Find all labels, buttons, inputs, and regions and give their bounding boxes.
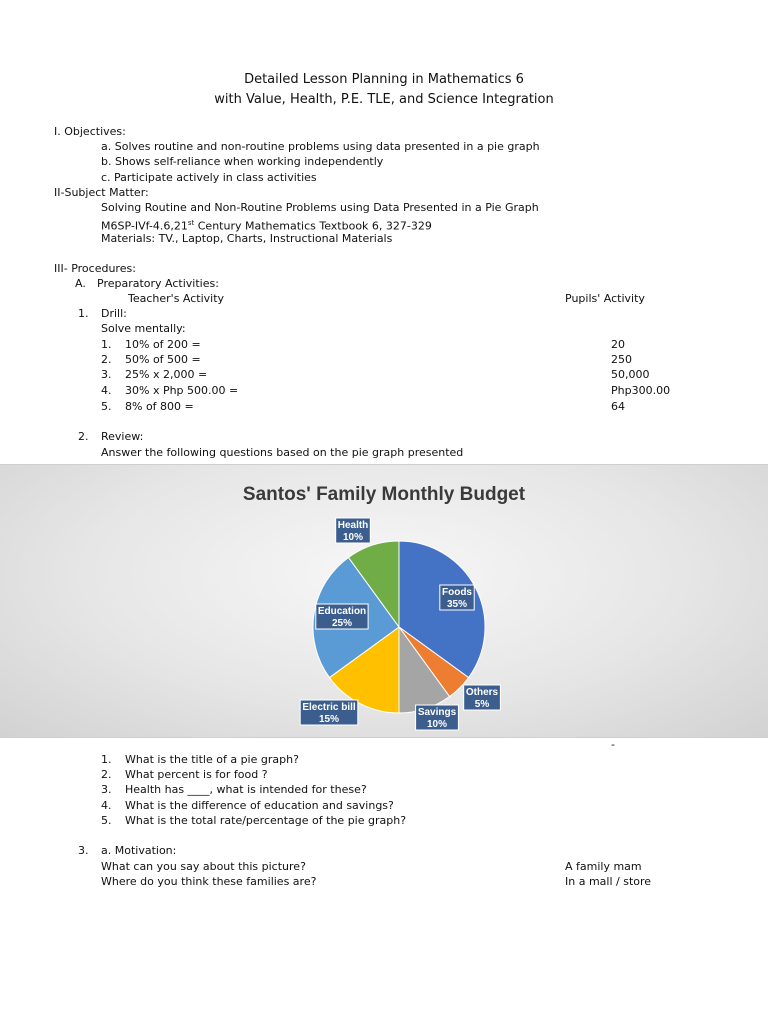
subject-matter-heading: II-Subject Matter: [54, 186, 149, 199]
drill-item-answer: 64 [611, 400, 625, 413]
drill-item-answer: 50,000 [611, 368, 650, 381]
pie-chart-svg [0, 465, 768, 737]
data-label-value: 25% [331, 618, 353, 629]
data-label [336, 518, 371, 543]
drill-item-question: 8% of 800 = [125, 400, 194, 413]
reference-superscript: st [187, 219, 195, 227]
data-label [416, 705, 459, 730]
motivation-answer: A family mam [565, 860, 642, 873]
review-question: What is the difference of education and savings? [125, 799, 394, 812]
review-question-number: 4. [101, 799, 112, 812]
objective-item: a. Solves routine and non-routine problems using data presented in a pie graph [101, 140, 540, 153]
objective-item: b. Shows self-reliance when working independently [101, 155, 384, 168]
drill-label: Drill: [101, 307, 127, 320]
data-label [300, 700, 358, 725]
motivation-question: What can you say about this picture? [101, 860, 306, 873]
objectives-heading: I. Objectives: [54, 125, 126, 138]
data-label-category: Savings [417, 707, 457, 718]
page-title-line-2: with Value, Health, P.E. TLE, and Science Integration [214, 92, 554, 107]
reference-textbook: Century Mathematics Textbook 6, 327-329 [194, 219, 432, 233]
subject-matter-materials: Materials: TV., Laptop, Charts, Instructional Materials [101, 232, 393, 245]
review-question: What percent is for food ? [125, 768, 268, 781]
drill-item-question: 30% x Php 500.00 = [125, 384, 239, 397]
data-label-value: 10% [426, 719, 448, 730]
motivation-answer: In a mall / store [565, 875, 652, 888]
motivation-question: Where do you think these families are? [101, 875, 317, 888]
data-label [464, 685, 501, 710]
objective-item: c. Participate actively in class activities [101, 171, 317, 184]
preparatory-letter: A. [75, 277, 86, 290]
data-label-value: 5% [474, 699, 490, 710]
drill-item-answer: 20 [611, 338, 625, 351]
subject-matter-reference [101, 216, 432, 234]
preparatory-activities-label: Preparatory Activities: [97, 277, 219, 290]
review-question: Health has ____, what is intended for these? [125, 783, 367, 796]
page-title-line-1: Detailed Lesson Planning in Mathematics 6 [244, 72, 524, 87]
data-label [316, 604, 368, 629]
review-question-number: 3. [101, 783, 112, 796]
drill-item-question: 10% of 200 = [125, 338, 201, 351]
motivation-label: a. Motivation: [101, 844, 177, 857]
drill-item-number: 1. [101, 338, 112, 351]
data-label-value: 10% [342, 532, 364, 543]
data-label-category: Foods [442, 587, 472, 598]
drill-item-answer: 250 [611, 353, 632, 366]
stray-mark: - [611, 738, 615, 751]
drill-item-question: 50% of 500 = [125, 353, 201, 366]
review-question-number: 2. [101, 768, 112, 781]
teacher-activity-column-header: Teacher's Activity [128, 292, 225, 305]
drill-instruction: Solve mentally: [101, 322, 186, 335]
data-label-category: Electric bill [302, 702, 356, 713]
data-label-category: Education [317, 606, 367, 617]
subject-matter-topic: Solving Routine and Non-Routine Problems using Data Presented in a Pie Graph [101, 201, 539, 214]
drill-item-question: 25% x 2,000 = [125, 368, 208, 381]
drill-number: 1. [78, 307, 89, 320]
data-label [440, 585, 474, 610]
review-question-number: 1. [101, 753, 112, 766]
data-label-value: 35% [446, 599, 468, 610]
drill-item-number: 4. [101, 384, 112, 397]
review-instruction: Answer the following questions based on the pie graph presented [101, 446, 464, 459]
pie-chart [0, 464, 768, 738]
data-label-category: Health [337, 520, 369, 531]
reference-code: M6SP-IVf-4.6,21 [101, 219, 188, 233]
review-question-number: 5. [101, 814, 112, 827]
drill-item-number: 3. [101, 368, 112, 381]
drill-item-answer: Php300.00 [611, 384, 671, 397]
data-label-value: 15% [318, 714, 340, 725]
review-number: 2. [78, 430, 89, 443]
review-label: Review: [101, 430, 144, 443]
review-question: What is the title of a pie graph? [125, 753, 299, 766]
review-question: What is the total rate/percentage of the pie graph? [125, 814, 407, 827]
drill-item-number: 5. [101, 400, 112, 413]
pupils-activity-column-header: Pupils' Activity [565, 292, 645, 305]
motivation-number: 3. [78, 844, 89, 857]
data-label-category: Others [465, 687, 499, 698]
chart-title: Santos' Family Monthly Budget [242, 484, 526, 505]
drill-item-number: 2. [101, 353, 112, 366]
procedures-heading: III- Procedures: [54, 262, 136, 275]
